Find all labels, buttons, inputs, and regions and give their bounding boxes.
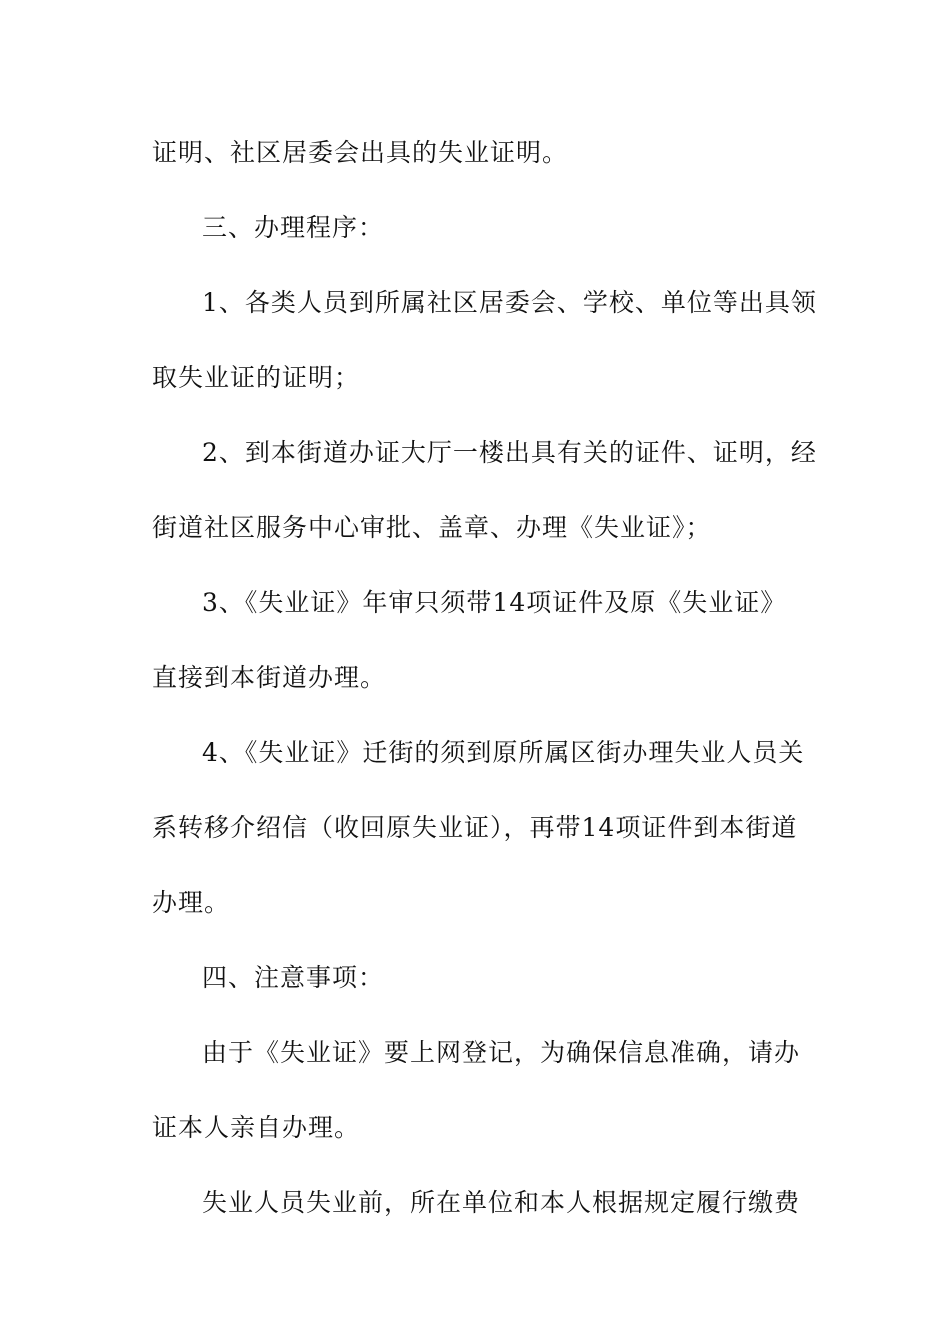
section-heading: 四、注意事项：	[202, 963, 385, 992]
text-line: 街道社区服务中心审批、盖章、办理《失业证》；	[152, 513, 712, 542]
text-line: 系转移介绍信（收回原失业证），再带14项证件到本街道	[152, 813, 798, 842]
text-line: 办理。	[152, 888, 231, 917]
text-line: 取失业证的证明；	[152, 363, 361, 392]
text-line: 直接到本街道办理。	[152, 663, 387, 692]
text-line: 4、《失业证》迁街的须到原所属区街办理失业人员关	[202, 738, 805, 767]
text-line: 证本人亲自办理。	[152, 1113, 361, 1142]
text-line: 3、《失业证》年审只须带14项证件及原《失业证》	[202, 588, 787, 617]
section-heading: 三、办理程序：	[202, 213, 385, 242]
text-line: 证明、社区居委会出具的失业证明。	[152, 138, 569, 167]
text-line: 由于《失业证》要上网登记，为确保信息准确，请办	[202, 1038, 801, 1067]
text-line: 1、各类人员到所属社区居委会、学校、单位等出具领	[202, 288, 817, 317]
text-line: 2、到本街道办证大厅一楼出具有关的证件、证明，经	[202, 438, 817, 467]
text-line: 失业人员失业前，所在单位和本人根据规定履行缴费	[202, 1188, 801, 1217]
